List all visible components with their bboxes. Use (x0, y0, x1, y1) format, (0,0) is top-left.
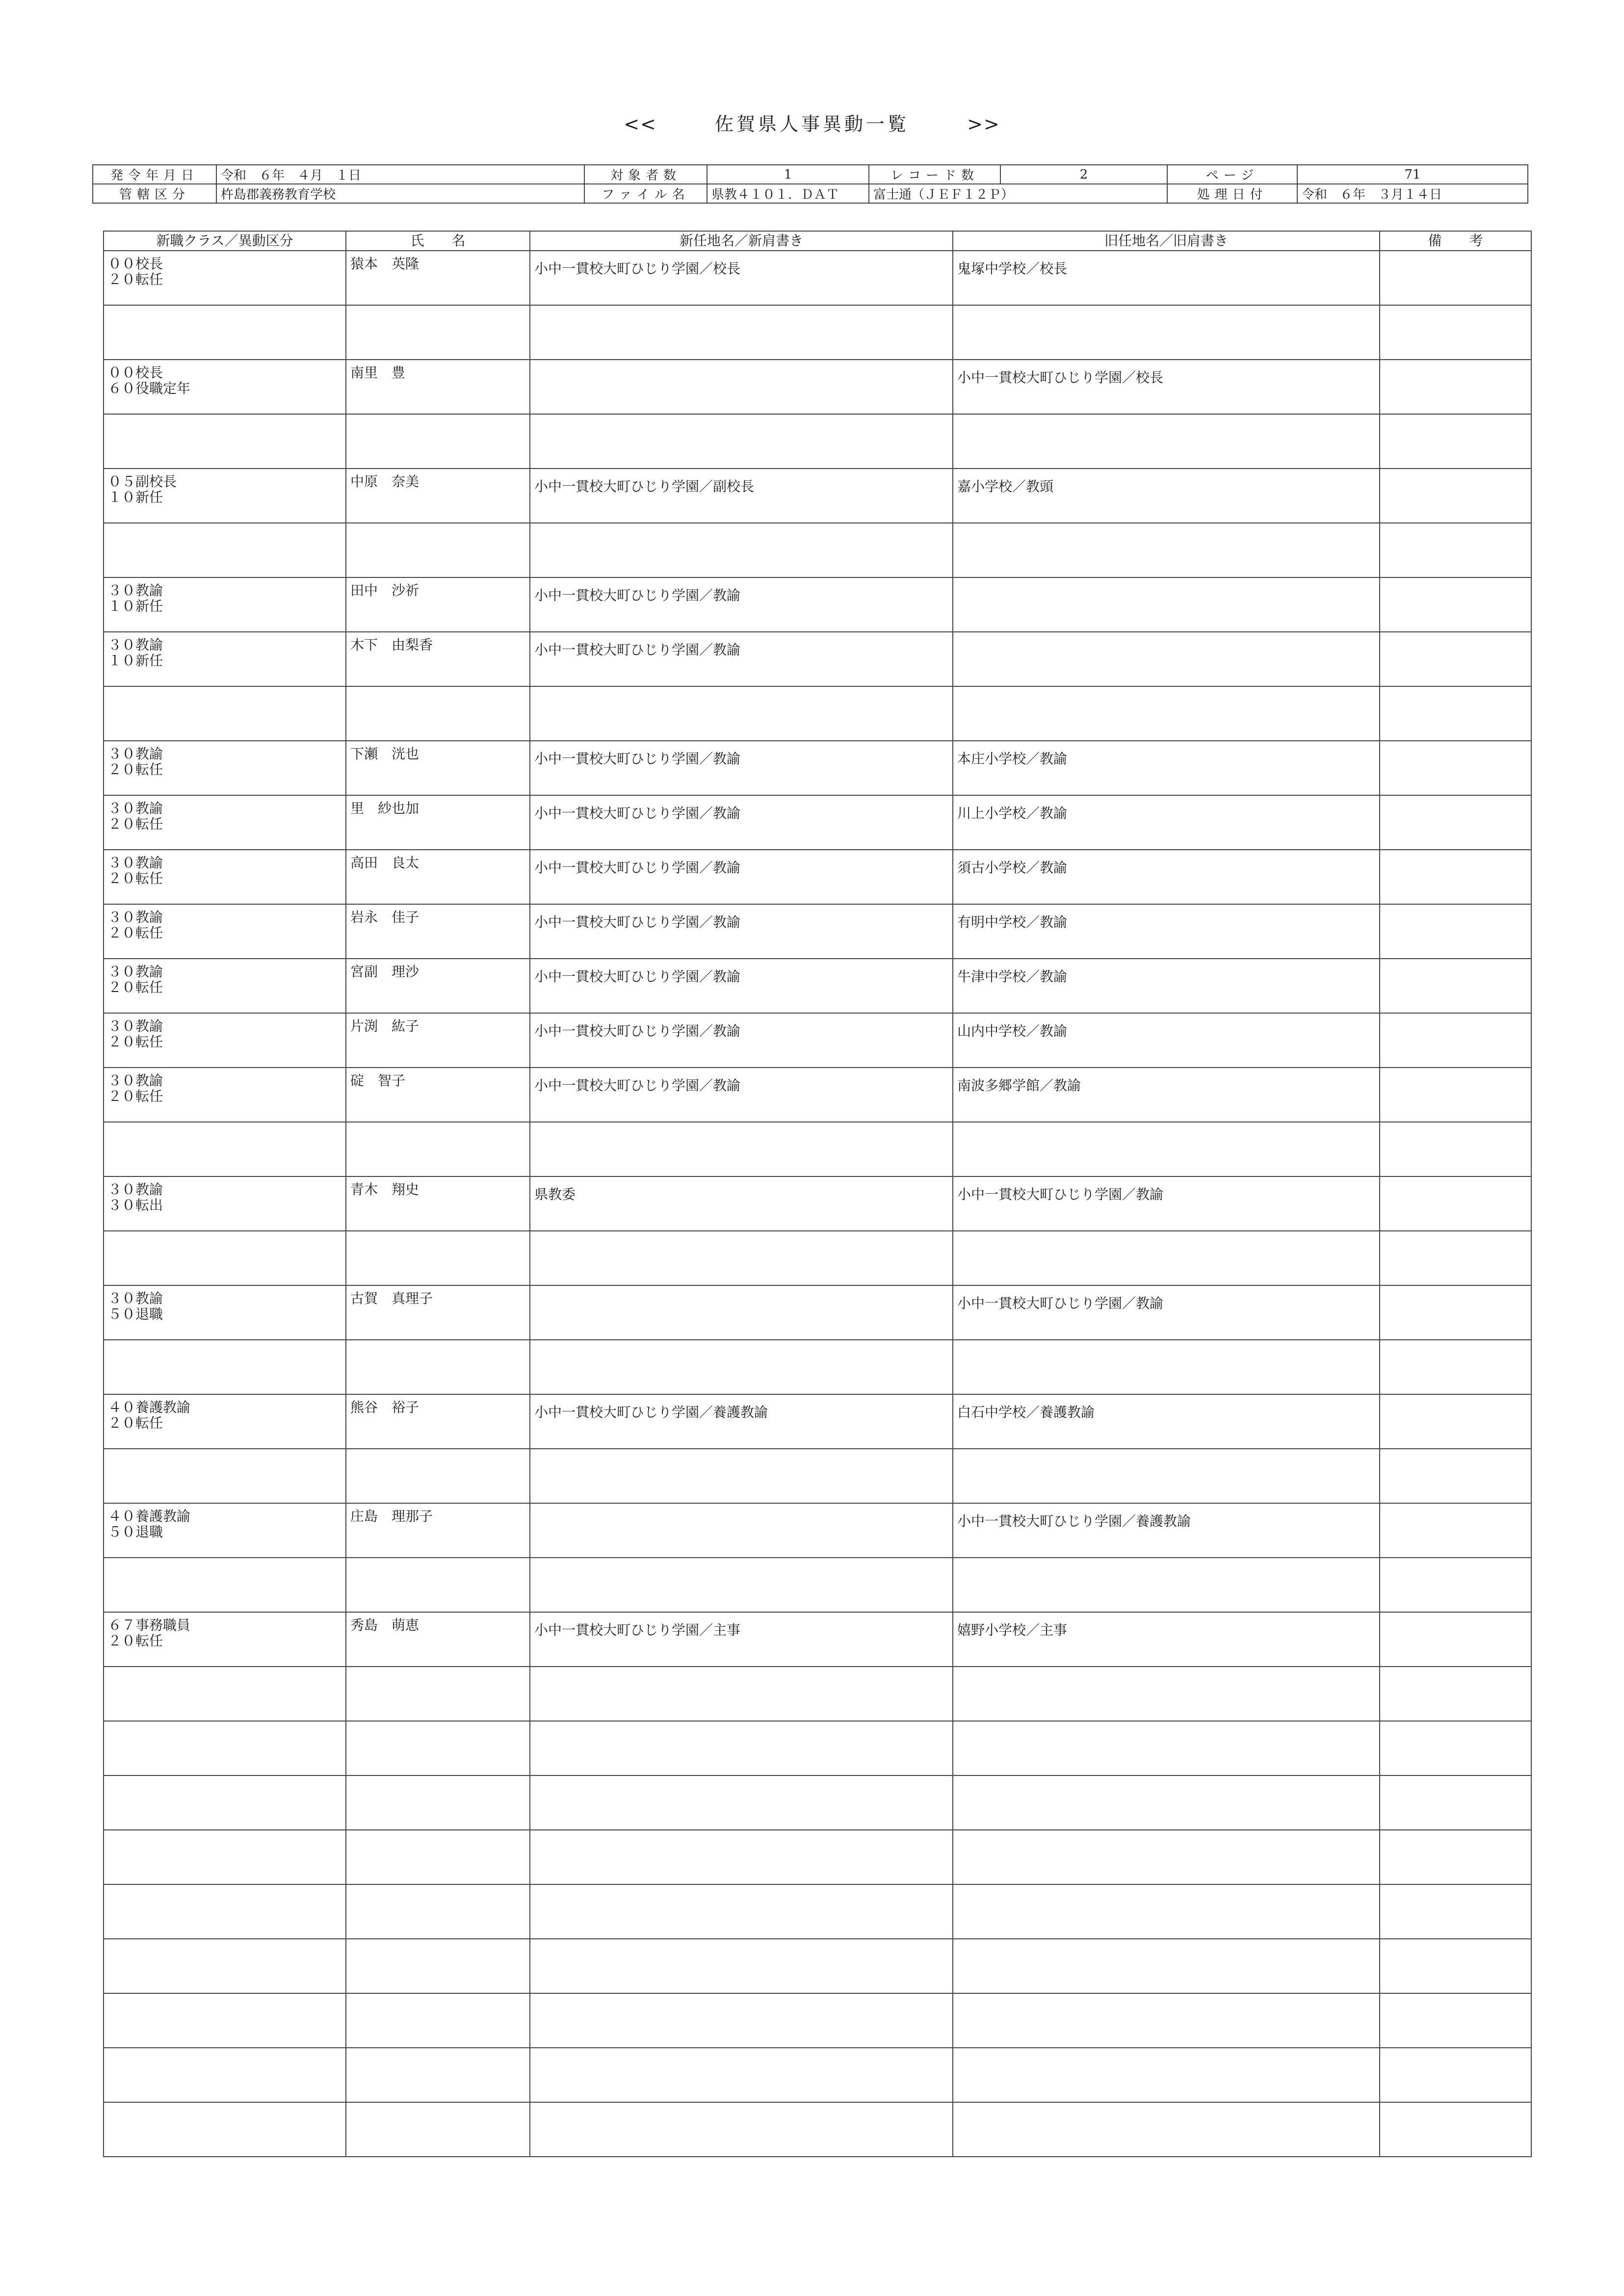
table-row (104, 1068, 1531, 1122)
note-cell (1380, 1775, 1531, 1830)
note-cell (1380, 2102, 1531, 2157)
note-cell (1380, 1884, 1531, 1939)
title-right-marker: >> (967, 113, 1000, 135)
table-row (104, 686, 1531, 741)
name-cell (346, 1231, 530, 1285)
note-cell (1380, 1667, 1531, 1721)
name-cell (346, 1667, 530, 1721)
issue-date-value: 令和 ６年 ４月 １日 (216, 165, 584, 184)
table-row (104, 1667, 1531, 1721)
name-cell: 庄島 理那子 (346, 1503, 530, 1558)
class-cell: ４０養護教諭 ５０退職 (104, 1503, 346, 1558)
name-cell (346, 686, 530, 741)
name-cell: 田中 沙祈 (346, 577, 530, 632)
note-cell (1380, 795, 1531, 850)
new-post-cell (530, 1721, 953, 1775)
note-cell (1380, 1176, 1531, 1231)
old-post-cell (953, 577, 1380, 632)
name-cell (346, 523, 530, 577)
name-cell (346, 1775, 530, 1830)
target-count-value: 1 (707, 165, 869, 184)
class-cell (104, 1939, 346, 1993)
note-cell (1380, 1394, 1531, 1449)
new-post-cell: 小中一貫校大町ひじり学園／主事 (530, 1612, 953, 1667)
new-post-cell: 小中一貫校大町ひじり学園／教諭 (530, 632, 953, 686)
column-header-old-post: 旧任地名／旧肩書き (953, 231, 1380, 251)
name-cell (346, 1939, 530, 1993)
old-post-cell (953, 1884, 1380, 1939)
old-post-cell (953, 1775, 1380, 1830)
class-cell: ３０教諭 １０新任 (104, 577, 346, 632)
class-cell (104, 1775, 346, 1830)
table-row (104, 959, 1531, 1013)
note-cell (1380, 1939, 1531, 1993)
new-post-cell: 小中一貫校大町ひじり学園／副校長 (530, 469, 953, 523)
old-post-cell: 牛津中学校／教諭 (953, 959, 1380, 1013)
table-row (104, 523, 1531, 577)
new-post-cell (530, 1884, 953, 1939)
old-post-cell (953, 1231, 1380, 1285)
class-cell (104, 1721, 346, 1775)
table-row (104, 1285, 1531, 1340)
name-cell: 南里 豊 (346, 360, 530, 414)
note-cell (1380, 1122, 1531, 1176)
table-row (104, 795, 1531, 850)
name-cell (346, 2102, 530, 2157)
class-cell: ４０養護教諭 ２０転任 (104, 1394, 346, 1449)
name-cell (346, 1993, 530, 2048)
new-post-cell (530, 1775, 953, 1830)
table-row (104, 1122, 1531, 1176)
table-row (104, 251, 1531, 305)
old-post-cell (953, 1939, 1380, 1993)
new-post-cell (530, 1122, 953, 1176)
page-label: ページ (1167, 165, 1297, 184)
new-post-cell (530, 1285, 953, 1340)
name-cell: 秀島 萌恵 (346, 1612, 530, 1667)
class-cell (104, 1340, 346, 1394)
name-cell: 岩永 佳子 (346, 904, 530, 959)
note-cell (1380, 251, 1531, 305)
table-row (104, 1884, 1531, 1939)
table-row (104, 2048, 1531, 2102)
name-cell: 碇 智子 (346, 1068, 530, 1122)
personnel-transfer-table (103, 231, 1532, 2157)
table-row (104, 1449, 1531, 1503)
class-cell: ６７事務職員 ２０転任 (104, 1612, 346, 1667)
new-post-cell: 小中一貫校大町ひじり学園／校長 (530, 251, 953, 305)
name-cell (346, 2048, 530, 2102)
old-post-cell (953, 1721, 1380, 1775)
class-cell: ３０教諭 ２０転任 (104, 1068, 346, 1122)
class-cell (104, 2102, 346, 2157)
file-name-label: ファイル名 (584, 184, 707, 203)
old-post-cell (953, 523, 1380, 577)
table-row (104, 469, 1531, 523)
note-cell (1380, 1013, 1531, 1068)
old-post-cell: 南波多郷学館／教諭 (953, 1068, 1380, 1122)
old-post-cell: 小中一貫校大町ひじり学園／教諭 (953, 1176, 1380, 1231)
class-cell (104, 1122, 346, 1176)
class-cell (104, 1993, 346, 2048)
class-cell: ０５副校長 １０新任 (104, 469, 346, 523)
class-cell (104, 1558, 346, 1612)
note-cell (1380, 1068, 1531, 1122)
note-cell (1380, 1721, 1531, 1775)
old-post-cell: 本庄小学校／教諭 (953, 741, 1380, 795)
process-date-value: 令和 ６年 ３月１４日 (1297, 184, 1528, 203)
name-cell: 片渕 紘子 (346, 1013, 530, 1068)
name-cell (346, 1449, 530, 1503)
page-value: 71 (1297, 165, 1528, 184)
note-cell (1380, 632, 1531, 686)
old-post-cell (953, 1449, 1380, 1503)
table-row (104, 1939, 1531, 1993)
title-text: 佐賀県人事異動一覧 (714, 113, 909, 135)
name-cell (346, 1721, 530, 1775)
name-cell: 古賀 真理子 (346, 1285, 530, 1340)
note-cell (1380, 469, 1531, 523)
new-post-cell (530, 1503, 953, 1558)
old-post-cell (953, 1340, 1380, 1394)
note-cell (1380, 1558, 1531, 1612)
name-cell: 高田 良太 (346, 850, 530, 904)
name-cell: 宮副 理沙 (346, 959, 530, 1013)
document-title (0, 109, 1624, 138)
table-row (104, 1503, 1531, 1558)
note-cell (1380, 414, 1531, 469)
note-cell (1380, 850, 1531, 904)
table-row (104, 1993, 1531, 2048)
file-name-value: 県教４１０１．ＤＡＴ (707, 184, 869, 203)
record-count-label: レコード数 (869, 165, 1000, 184)
class-cell (104, 1449, 346, 1503)
new-post-cell: 小中一貫校大町ひじり学園／教諭 (530, 1068, 953, 1122)
new-post-cell (530, 1667, 953, 1721)
old-post-cell: 小中一貫校大町ひじり学園／教諭 (953, 1285, 1380, 1340)
class-cell (104, 305, 346, 360)
new-post-cell: 小中一貫校大町ひじり学園／養護教諭 (530, 1394, 953, 1449)
new-post-cell (530, 686, 953, 741)
table-row (104, 632, 1531, 686)
old-post-cell: 川上小学校／教諭 (953, 795, 1380, 850)
old-post-cell (953, 1122, 1380, 1176)
table-row (104, 305, 1531, 360)
column-header-class: 新職クラス／異動区分 (104, 231, 346, 251)
note-cell (1380, 2048, 1531, 2102)
new-post-cell: 小中一貫校大町ひじり学園／教諭 (530, 795, 953, 850)
note-cell (1380, 523, 1531, 577)
new-post-cell (530, 1231, 953, 1285)
class-cell (104, 1884, 346, 1939)
name-cell: 木下 由梨香 (346, 632, 530, 686)
old-post-cell: 山内中学校／教諭 (953, 1013, 1380, 1068)
old-post-cell (953, 632, 1380, 686)
note-cell (1380, 1830, 1531, 1884)
jurisdiction-label: 管轄区分 (93, 184, 216, 203)
old-post-cell (953, 2102, 1380, 2157)
new-post-cell: 小中一貫校大町ひじり学園／教諭 (530, 577, 953, 632)
table-row (104, 1558, 1531, 1612)
table-row (104, 1340, 1531, 1394)
old-post-cell: 小中一貫校大町ひじり学園／養護教諭 (953, 1503, 1380, 1558)
old-post-cell (953, 1558, 1380, 1612)
old-post-cell (953, 1830, 1380, 1884)
table-row (104, 2102, 1531, 2157)
class-cell: ００校長 ６０役職定年 (104, 360, 346, 414)
class-cell: ３０教諭 ３０転出 (104, 1176, 346, 1231)
new-post-cell: 小中一貫校大町ひじり学園／教諭 (530, 850, 953, 904)
name-cell (346, 1558, 530, 1612)
old-post-cell: 鬼塚中学校／校長 (953, 251, 1380, 305)
note-cell (1380, 1993, 1531, 2048)
name-cell: 中原 奈美 (346, 469, 530, 523)
class-cell: ３０教諭 ２０転任 (104, 904, 346, 959)
new-post-cell (530, 1449, 953, 1503)
new-post-cell: 小中一貫校大町ひじり学園／教諭 (530, 904, 953, 959)
table-row (104, 1231, 1531, 1285)
class-cell (104, 1830, 346, 1884)
old-post-cell: 嘉小学校／教頭 (953, 469, 1380, 523)
new-post-cell (530, 1558, 953, 1612)
old-post-cell: 白石中学校／養護教諭 (953, 1394, 1380, 1449)
name-cell: 里 紗也加 (346, 795, 530, 850)
table-row (104, 577, 1531, 632)
old-post-cell (953, 1993, 1380, 2048)
class-cell (104, 1231, 346, 1285)
note-cell (1380, 1612, 1531, 1667)
name-cell: 猿本 英隆 (346, 251, 530, 305)
table-row (104, 904, 1531, 959)
name-cell: 青木 翔史 (346, 1176, 530, 1231)
header-info-table (92, 164, 1528, 204)
table-row (104, 414, 1531, 469)
name-cell (346, 1830, 530, 1884)
class-cell (104, 1667, 346, 1721)
class-cell: ３０教諭 ５０退職 (104, 1285, 346, 1340)
note-cell (1380, 741, 1531, 795)
old-post-cell (953, 686, 1380, 741)
table-row (104, 1013, 1531, 1068)
title-left-marker: << (624, 113, 657, 135)
table-row (104, 1830, 1531, 1884)
table-row (104, 1176, 1531, 1231)
table-row (104, 360, 1531, 414)
name-cell: 熊谷 裕子 (346, 1394, 530, 1449)
column-header-new-post: 新任地名／新肩書き (530, 231, 953, 251)
new-post-cell (530, 1830, 953, 1884)
name-cell (346, 1884, 530, 1939)
note-cell (1380, 959, 1531, 1013)
name-cell (346, 305, 530, 360)
note-cell (1380, 360, 1531, 414)
column-header-notes: 備 考 (1380, 231, 1531, 251)
new-post-cell: 小中一貫校大町ひじり学園／教諭 (530, 959, 953, 1013)
new-post-cell (530, 1939, 953, 1993)
table-row (104, 741, 1531, 795)
new-post-cell: 県教委 (530, 1176, 953, 1231)
name-cell: 下瀬 洸也 (346, 741, 530, 795)
class-cell (104, 414, 346, 469)
printer-value: 富士通（ＪＥＦ１２Ｐ） (869, 184, 1167, 203)
class-cell: ３０教諭 ２０転任 (104, 959, 346, 1013)
new-post-cell: 小中一貫校大町ひじり学園／教諭 (530, 1013, 953, 1068)
jurisdiction-value: 杵島郡義務教育学校 (216, 184, 584, 203)
issue-date-label: 発令年月日 (93, 165, 216, 184)
note-cell (1380, 1231, 1531, 1285)
name-cell (346, 1122, 530, 1176)
table-row (104, 1612, 1531, 1667)
note-cell (1380, 686, 1531, 741)
note-cell (1380, 305, 1531, 360)
new-post-cell (530, 2102, 953, 2157)
class-cell: ００校長 ２０転任 (104, 251, 346, 305)
process-date-label: 処理日付 (1167, 184, 1297, 203)
class-cell (104, 523, 346, 577)
class-cell: ３０教諭 ２０転任 (104, 741, 346, 795)
name-cell (346, 414, 530, 469)
note-cell (1380, 904, 1531, 959)
class-cell: ３０教諭 ２０転任 (104, 850, 346, 904)
table-row (104, 1394, 1531, 1449)
class-cell (104, 686, 346, 741)
new-post-cell (530, 1993, 953, 2048)
new-post-cell (530, 2048, 953, 2102)
old-post-cell (953, 414, 1380, 469)
old-post-cell: 有明中学校／教諭 (953, 904, 1380, 959)
name-cell (346, 1340, 530, 1394)
old-post-cell (953, 2048, 1380, 2102)
new-post-cell (530, 523, 953, 577)
table-row (104, 850, 1531, 904)
note-cell (1380, 1285, 1531, 1340)
column-header-row (104, 231, 1531, 251)
table-row (104, 1775, 1531, 1830)
note-cell (1380, 1503, 1531, 1558)
record-count-value: 2 (1000, 165, 1167, 184)
header-row-1 (93, 165, 1528, 184)
new-post-cell (530, 305, 953, 360)
note-cell (1380, 577, 1531, 632)
old-post-cell: 小中一貫校大町ひじり学園／校長 (953, 360, 1380, 414)
column-header-name: 氏 名 (346, 231, 530, 251)
note-cell (1380, 1340, 1531, 1394)
target-count-label: 対象者数 (584, 165, 707, 184)
old-post-cell: 須古小学校／教諭 (953, 850, 1380, 904)
new-post-cell (530, 360, 953, 414)
table-row (104, 1721, 1531, 1775)
old-post-cell (953, 1667, 1380, 1721)
class-cell: ３０教諭 ２０転任 (104, 1013, 346, 1068)
new-post-cell: 小中一貫校大町ひじり学園／教諭 (530, 741, 953, 795)
class-cell (104, 2048, 346, 2102)
new-post-cell (530, 1340, 953, 1394)
old-post-cell: 嬉野小学校／主事 (953, 1612, 1380, 1667)
header-row-2 (93, 184, 1528, 203)
class-cell: ３０教諭 ２０転任 (104, 795, 346, 850)
note-cell (1380, 1449, 1531, 1503)
old-post-cell (953, 305, 1380, 360)
new-post-cell (530, 414, 953, 469)
class-cell: ３０教諭 １０新任 (104, 632, 346, 686)
